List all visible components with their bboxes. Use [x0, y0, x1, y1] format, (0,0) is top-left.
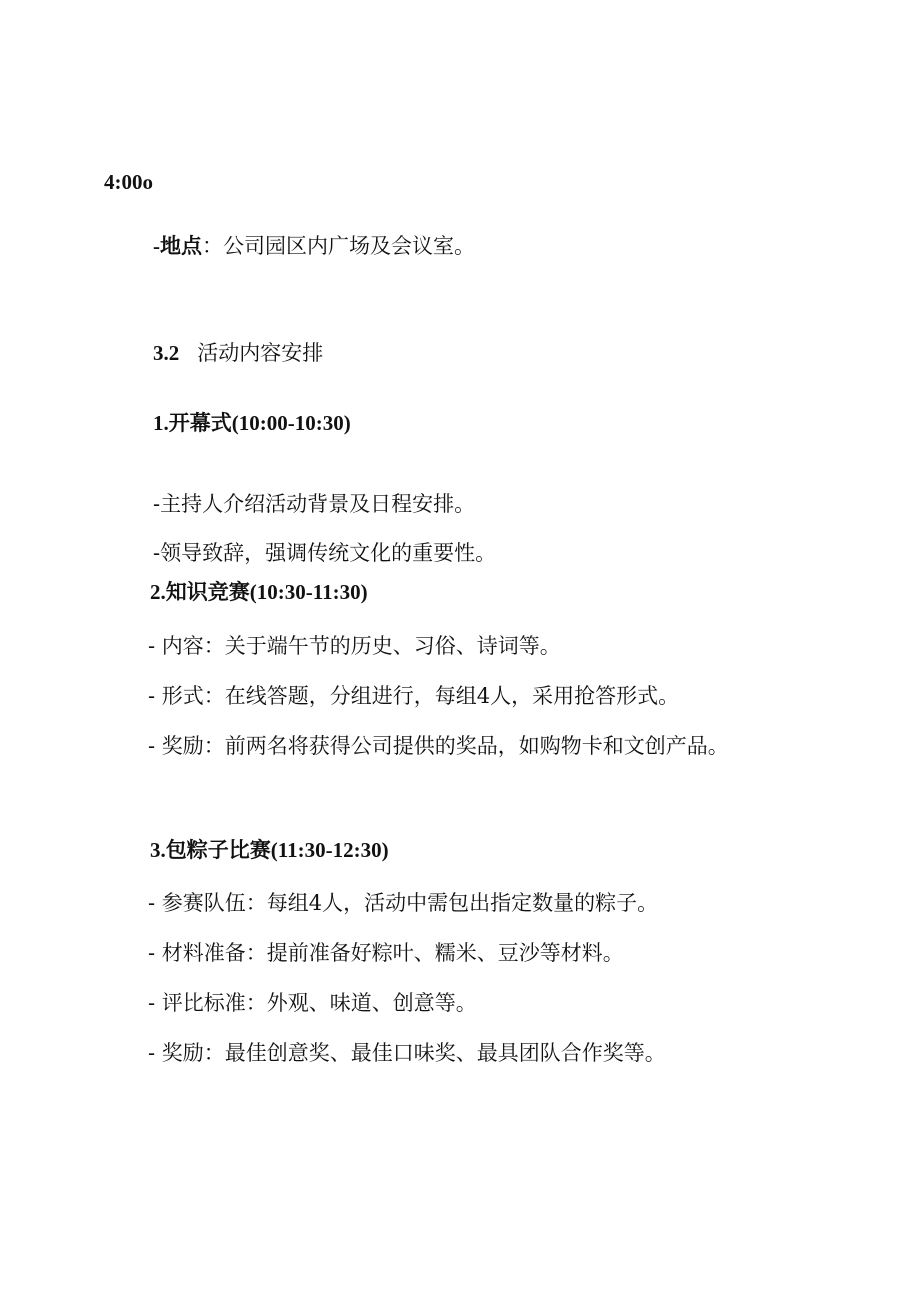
item-heading-quiz: 2.知识竞赛(10:30-11:30) [150, 580, 368, 604]
time-fragment: 4:00o [104, 170, 153, 194]
bullet-zongzi-1: - 参赛队伍：每组4人，活动中需包出指定数量的粽子。 [148, 891, 659, 915]
bullet-opening-1: -主持人介绍活动背景及日程安排。 [153, 492, 476, 516]
bullet-zongzi-2: - 材料准备：提前准备好粽叶、糯米、豆沙等材料。 [148, 941, 624, 965]
bullet-quiz-1: - 内容：关于端午节的历史、习俗、诗词等。 [148, 634, 561, 658]
section-title: 活动内容安排 [197, 341, 324, 365]
section-number: 3.2 [153, 341, 180, 365]
bullet-quiz-3: - 奖励：前两名将获得公司提供的奖品，如购物卡和文创产品。 [148, 734, 729, 758]
item-heading-opening: 1.开幕式(10:00-10:30) [153, 411, 351, 435]
section-heading [153, 343, 323, 364]
bullet-zongzi-3: - 评比标准：外观、味道、创意等。 [148, 991, 477, 1015]
bullet-quiz-2: - 形式：在线答题，分组进行，每组4人，采用抢答形式。 [148, 684, 680, 708]
location-separator: ： [202, 234, 223, 258]
location-label: -地点 [153, 234, 202, 258]
bullet-opening-2: -领导致辞，强调传统文化的重要性。 [153, 541, 497, 565]
bullet-zongzi-4: - 奖励：最佳创意奖、最佳口味奖、最具团队合作奖等。 [148, 1041, 666, 1065]
item-heading-zongzi: 3.包粽子比赛(11:30-12:30) [150, 838, 389, 862]
location-line [153, 236, 475, 257]
location-value: 公司园区内广场及会议室。 [223, 234, 475, 258]
